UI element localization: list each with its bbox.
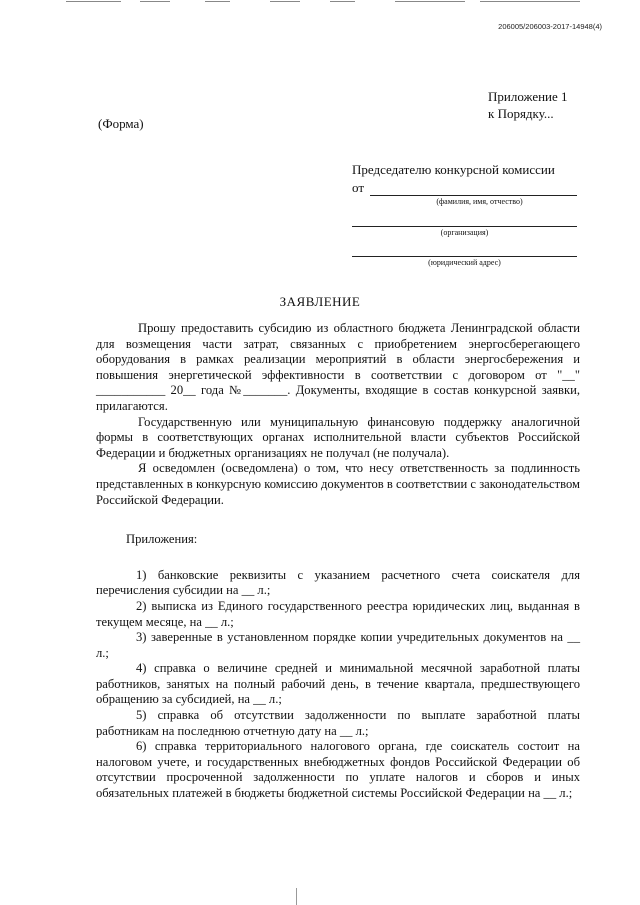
appendix-line-2: к Порядку... (488, 106, 554, 121)
attachment-item: 3) заверенные в установленном порядке копии учредительных документов на __ л.; (96, 630, 580, 660)
attachment-item: 2) выписка из Единого государственного реестра юридических лиц, выданная в текущем месяце, на __ л.; (96, 598, 580, 629)
attachment-item: 4) справка о величине средней и минимальной месячной заработной платы работников, занятых на полный рабочий день, в течение квартала, предшествующего обращению за субсидией, на __ л.; (96, 661, 580, 707)
attachment-item: 1) банковские реквизиты с указанием расчетного счета соискателя для перечисления субсидии на __ л.; (96, 567, 580, 598)
scan-top-marks (0, 0, 640, 4)
scan-bottom-mark (296, 888, 297, 905)
addressee-to: Председателю конкурсной комиссии (352, 162, 555, 177)
attachment-item: 6) справка территориального налогового органа, где соискатель состоит на налоговом учете, и государственных внебюджетных фондов Российской Федерации об отсутствии просроченной задолженности по уплате налогов и сборов и иных обязательных платежей в бюджеты бюджетной системы Российской Федерации на __ л.; (96, 739, 580, 801)
appendix-reference (488, 88, 568, 122)
paragraph-responsibility: Я осведомлен (осведомлена) о том, что несу ответственность за подлинность представленных в конкурсную комиссию документов в соответствии с законодательством Российской Федерации. (96, 461, 580, 507)
attachments-list (96, 568, 580, 802)
address-caption: (юридический адрес) (428, 258, 501, 267)
address-field-line (352, 242, 577, 257)
document-id: 206005/206003-2017-14948(4) (498, 22, 602, 31)
attachments-title: Приложения: (126, 532, 198, 547)
name-caption: (фамилия, имя, отчество) (436, 197, 523, 206)
addressee-block (352, 162, 577, 267)
document-body (96, 321, 580, 802)
document-title: ЗАЯВЛЕНИЕ (279, 294, 361, 309)
attachment-item: 5) справка об отсутствии задолженности по выплате заработной платы работникам на последнюю отчетную дату на __ л.; (96, 708, 580, 738)
organization-caption: (организация) (440, 228, 489, 237)
organization-field-line (352, 212, 577, 227)
appendix-line-1: Приложение 1 (488, 89, 568, 104)
paragraph-request: Прошу предоставить субсидию из областного бюджета Ленинградской области для возмещения части затрат, связанных с приобретением энергосберегающего оборудования в рамках реализации мероприятий в области энергосбережения и повышения энергетической эффективности в соответствии с договором от "__" ___________ 20__ года №_______. Документы, входящие в состав конкурсной заявки, прилагаются. (96, 321, 580, 413)
name-field-line (370, 181, 577, 196)
addressee-from-prefix: от (352, 180, 365, 195)
form-label: (Форма) (98, 116, 144, 131)
paragraph-support: Государственную или муниципальную финансовую поддержку аналогичной формы в соответствующих органах исполнительной власти субъектов Российской Федерации и бюджетных организациях не получал (не получала). (96, 414, 580, 460)
